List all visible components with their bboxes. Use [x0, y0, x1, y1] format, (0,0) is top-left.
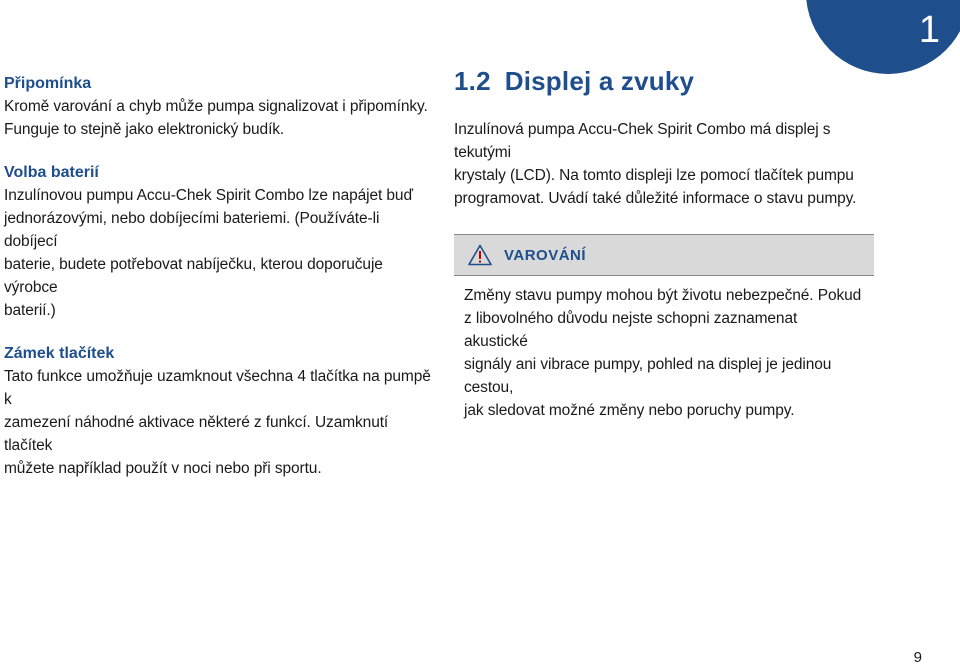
warning-line: signály ani vibrace pumpy, pohled na displej je jedinou cestou, — [464, 356, 832, 396]
section-heading-number: 1.2 — [454, 66, 491, 96]
warning-box — [454, 234, 874, 422]
warning-line: jak sledovat možné změny nebo poruchy pumpy. — [464, 402, 795, 419]
section-heading — [454, 64, 880, 98]
text-line: Tato funkce umožňuje uzamknout všechna 4 tlačítka na pumpě k — [4, 368, 431, 408]
warning-line: Změny stavu pumpy mohou být životu nebezpečné. Pokud — [464, 287, 862, 304]
page-number: 9 — [913, 649, 922, 666]
warning-header — [454, 235, 874, 276]
text-line: zamezení náhodné aktivace některé z funkcí. Uzamknutí tlačítek — [4, 414, 389, 454]
section-title: Připomínka — [4, 75, 92, 92]
text-line: Funguje to stejně jako elektronický budík. — [4, 121, 285, 138]
chapter-number: 1 — [918, 9, 940, 51]
warning-line: z libovolného důvodu nejste schopni zaznamenat akustické — [464, 310, 798, 350]
right-column — [454, 64, 880, 422]
left-column — [4, 72, 434, 500]
intro-line: Inzulínová pumpa Accu-Chek Spirit Combo má displej s tekutými — [454, 121, 831, 161]
section-reminder — [4, 72, 434, 141]
text-line: baterie, budete potřebovat nabíječku, kterou doporučuje výrobce — [4, 256, 383, 296]
section-heading-text: Displej a zvuky — [504, 66, 695, 96]
intro-line: krystaly (LCD). Na tomto displeji lze pomocí tlačítek pumpu — [454, 167, 854, 184]
warning-triangle-icon — [468, 244, 492, 266]
warning-body — [454, 276, 874, 422]
section-title: Zámek tlačítek — [4, 345, 115, 362]
warning-label: VAROVÁNÍ — [504, 246, 587, 264]
text-line: Kromě varování a chyb může pumpa signalizovat i připomínky. — [4, 98, 428, 115]
intro-line: programovat. Uvádí také důležité informace o stavu pumpy. — [454, 190, 857, 207]
text-line: jednorázovými, nebo dobíjecími bateriemi. (Používáte-li dobíjecí — [4, 210, 380, 250]
section-battery-choice — [4, 161, 434, 322]
section-key-lock — [4, 342, 434, 480]
section-title: Volba baterií — [4, 164, 99, 181]
text-line: můžete například použít v noci nebo při sportu. — [4, 460, 322, 477]
text-line: Inzulínovou pumpu Accu-Chek Spirit Combo lze napájet buď — [4, 187, 413, 204]
text-line: baterií.) — [4, 302, 56, 319]
